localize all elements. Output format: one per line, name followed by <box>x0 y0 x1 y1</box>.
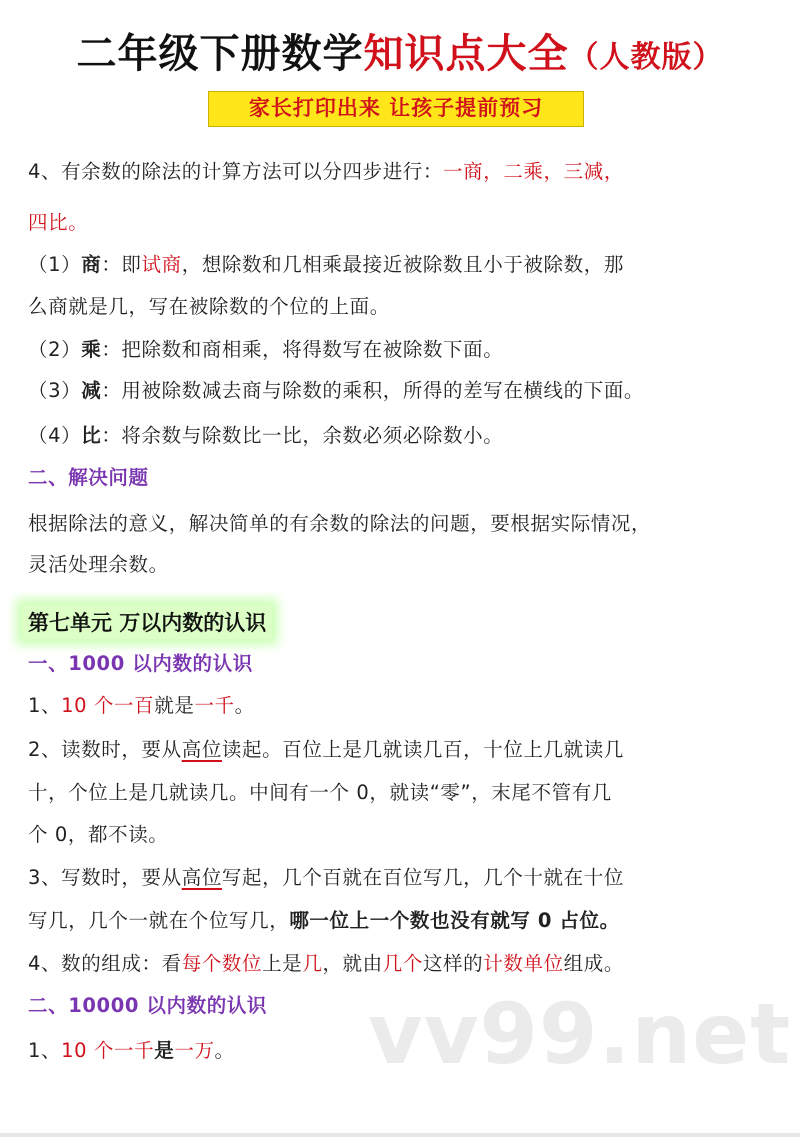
subheading-1000: 一、1000 以内数的认识 <box>28 652 253 675</box>
subheading-10000: 二、10000 以内数的认识 <box>28 994 268 1017</box>
subtitle-banner: 家长打印出来 让孩子提前预习 <box>208 91 584 127</box>
step-1-cont: 么商就是几，写在被除数的个位的上面。 <box>28 295 390 318</box>
title-part2: 知识点大全 <box>363 31 569 77</box>
point-2: 2、读数时，要从高位读起。百位上是几就读几百，十位上几就读几 <box>28 738 624 761</box>
point-3: 3、写数时，要从高位写起，几个百就在百位写几，几个十就在十位 <box>28 866 624 889</box>
division-intro-cont: 四比。 <box>28 211 89 234</box>
point-2-line2: 十，个位上是几就读几。中间有一个 0，就读“零”，末尾不管有几 <box>28 781 612 804</box>
section-heading-problems: 二、解决问题 <box>28 466 149 489</box>
division-intro: 4、有余数的除法的计算方法可以分四步进行：一商，二乘，三减， <box>28 160 624 183</box>
page-title <box>0 22 800 79</box>
point-5: 1、10 个一千是一万。 <box>28 1039 235 1062</box>
unit-heading: 第七单元 万以内数的认识 <box>22 605 272 639</box>
step-4: （4）比：将余数与除数比一比，余数必须必除数小。 <box>28 424 504 447</box>
problems-text-2: 灵活处理余数。 <box>28 553 169 576</box>
point-4: 4、数的组成：看每个数位上是几，就由几个这样的计数单位组成。 <box>28 952 624 975</box>
point-3-line2: 写几，几个一就在个位写几，哪一位上一个数也没有就写 0 占位。 <box>28 909 620 932</box>
point-1: 1、10 个一百就是一千。 <box>28 694 255 717</box>
title-part3: （人教版） <box>568 40 724 75</box>
step-3: （3）减：用被除数减去商与除数的乘积，所得的差写在横线的下面。 <box>28 379 645 402</box>
page-bottom-divider <box>0 1133 800 1137</box>
title-part1: 二年级下册数学 <box>76 31 364 77</box>
problems-text-1: 根据除法的意义，解决简单的有余数的除法的问题，要根据实际情况， <box>28 512 652 535</box>
step-2: （2）乘：把除数和商相乘，将得数写在被除数下面。 <box>28 338 504 361</box>
point-2-line3: 个 0，都不读。 <box>28 823 169 846</box>
watermark: vv99.net <box>368 985 792 1083</box>
step-1: （1）商：即试商，想除数和几相乘最接近被除数且小于被除数，那 <box>28 253 624 276</box>
